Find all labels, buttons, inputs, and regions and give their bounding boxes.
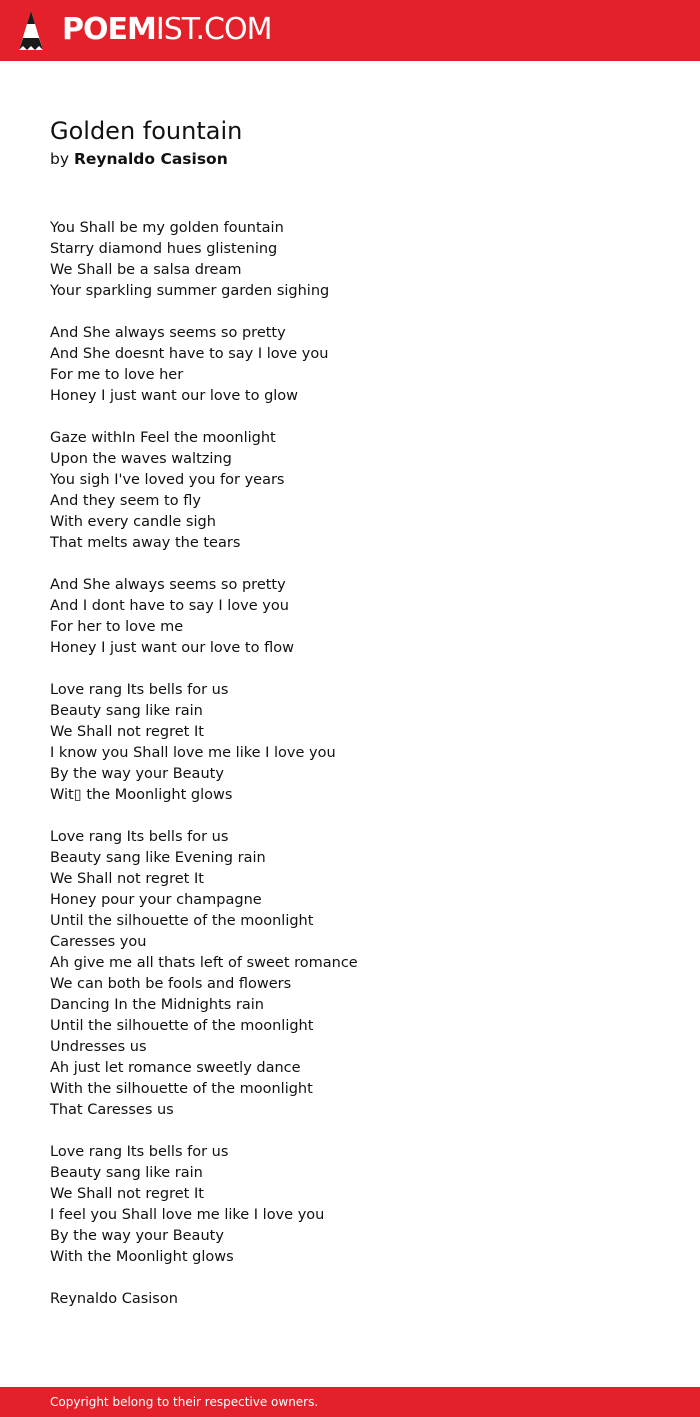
poem-line: Honey I just want our love to flow [50,640,294,656]
poem-line: Love rang Its bells for us [50,1144,229,1160]
by-label: by [50,150,70,168]
poem-line: With the silhouette of the moonlight [50,1081,313,1097]
poem-line: Dancing In the Midnights rain [50,997,264,1013]
poem-line: We Shall not regret It [50,871,204,887]
poem-stanza [50,428,670,554]
poem-line: Love rang Its bells for us [50,682,229,698]
poem-line: Starry diamond hues glistening [50,241,278,257]
poem-line: With the Moonlight glows [50,1249,234,1265]
poem-line: With every candle sigh [50,514,216,530]
poem-line: By the way your Beauty [50,1228,224,1244]
poem-line: We Shall be a salsa dream [50,262,242,278]
poem-line: By the way your Beauty [50,766,224,782]
poem-line: And She doesnt have to say I love you [50,346,329,362]
poem-line: Your sparkling summer garden sighing [50,283,330,299]
poem-line: I feel you Shall love me like I love you [50,1207,325,1223]
author-name: Reynaldo Casison [73,150,228,168]
copyright-text: Copyright belong to their respective owners. [50,1395,319,1409]
poem-line: You sigh I've loved you for years [50,472,285,488]
poem-line: Caresses you [50,934,147,950]
poem-line: We can both be fools and flowers [50,976,292,992]
poem-line: And I dont have to say I love you [50,598,289,614]
poem-line: For me to love her [50,367,184,383]
poem-signature: Reynaldo Casison [50,1291,178,1307]
poem-stanza [50,575,670,659]
poem-line: Beauty sang like rain [50,703,203,719]
poem-line: You Shall be my golden fountain [50,220,284,236]
byline [50,148,228,170]
poem-stanza [50,680,670,806]
site-header [0,0,700,61]
poem-line: Beauty sang like Evening rain [50,850,266,866]
poem-line: And She always seems so pretty [50,325,286,341]
poem-line: Beauty sang like rain [50,1165,203,1181]
poem-line: Honey pour your champagne [50,892,262,908]
poem-stanza [50,1142,670,1268]
poem-line: Until the silhouette of the moonlight [50,1018,314,1034]
poem-line: That Caresses us [50,1102,174,1118]
site-logo-link[interactable] [62,12,271,48]
poem-line: Gaze withIn Feel the moonlight [50,430,276,446]
poem-body [50,218,670,1310]
pencil-tip-icon[interactable] [18,10,44,56]
poem-line: Ah give me all thats left of sweet romance [50,955,358,971]
poem-line: Until the silhouette of the moonlight [50,913,314,929]
poem-line: For her to love me [50,619,184,635]
poem-line: And She always seems so pretty [50,577,286,593]
poem-line: I know you Shall love me like I love you [50,745,336,761]
poem-line: Love rang Its bells for us [50,829,229,845]
brand-bold: POEM [62,12,156,47]
poem-stanza [50,323,670,407]
poem-line: We Shall not regret It [50,1186,204,1202]
poem-line: Ah just let romance sweetly dance [50,1060,301,1076]
poem-stanza [50,218,670,302]
poem-line: Honey I just want our love to glow [50,388,299,404]
poem-line: We Shall not regret It [50,724,204,740]
site-footer [0,1387,700,1417]
poem-line: And they seem to fly [50,493,201,509]
brand-light: IST.COM [155,12,272,47]
poem-line: Wit▯ the Moonlight glows [50,787,233,803]
poem-line: Upon the waves waltzing [50,451,232,467]
poem-line: Undresses us [50,1039,147,1055]
poem-title: Golden fountain [50,117,243,145]
poem-line: That melts away the tears [50,535,241,551]
poem-stanza [50,827,670,1121]
